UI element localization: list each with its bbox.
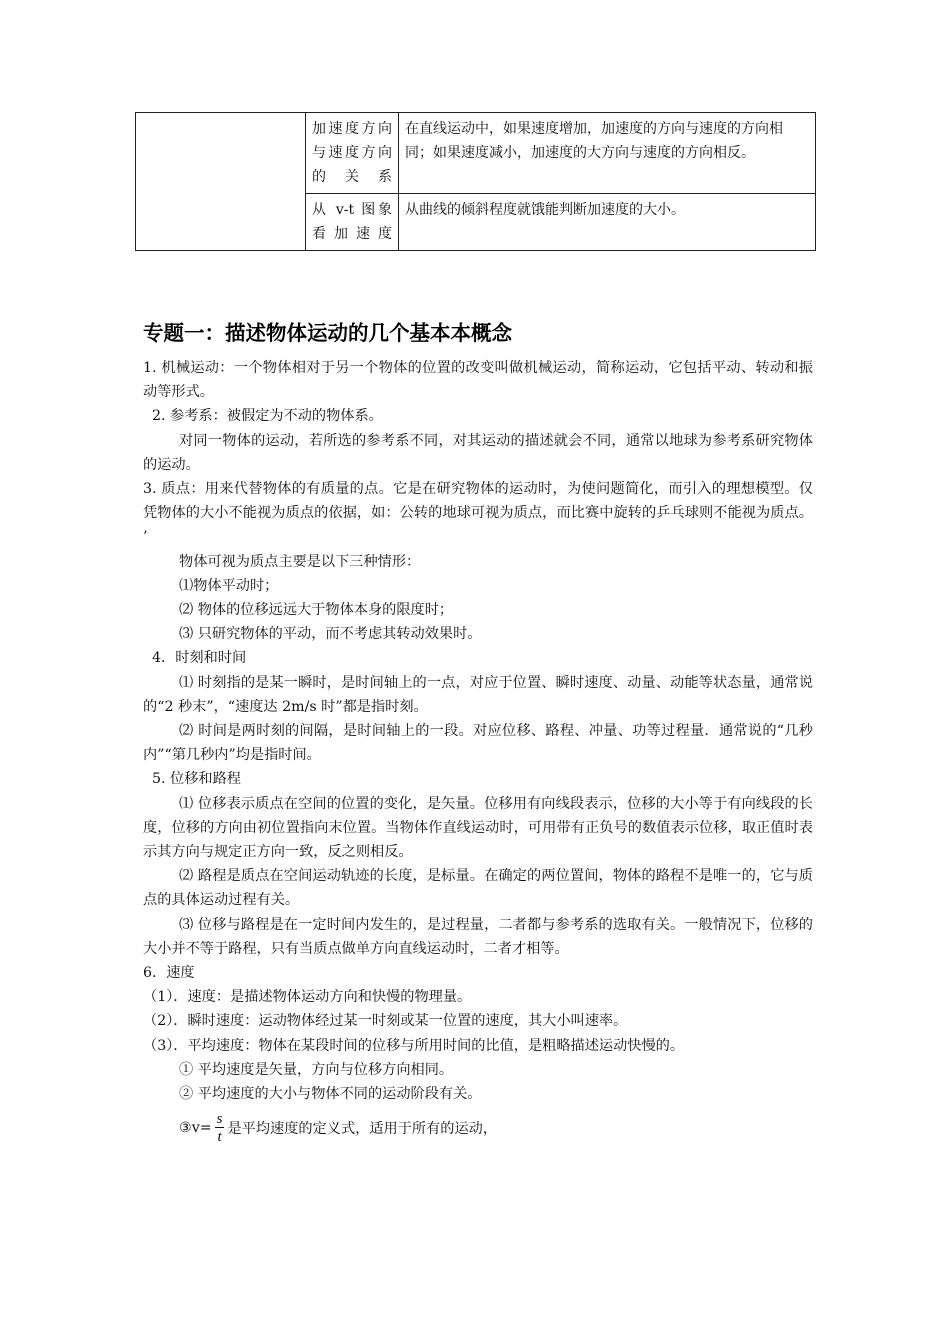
table-label-cell: 加速度方向与速度方向的关系: [306, 113, 399, 194]
paragraph: 2. 参考系：被假定为不动的物体系。: [152, 408, 383, 425]
list-item: ⑴物体平动时；: [179, 577, 279, 594]
paragraph: ⑴ 位移表示质点在空间的位置的变化，是矢量。位移用有向线段表示，位移的大小等于有向线段的长度，位移的方向由初位置指向末位置。当物体作直线运动时，可用带有正负号的数值表示位移，取正值时表示其方向与规定正方向一致，反之则相反。: [143, 795, 813, 861]
list-item: （1）．速度：是描述物体运动方向和快慢的物理量。: [143, 989, 472, 1006]
table-empty-cell: [136, 113, 306, 251]
paragraph: ⑶ 位移与路程是在一定时间内发生的，是过程量，二者都与参考系的选取有关。一般情况下，位移的大小并不等于路程，只有当质点做单方向直线运动时，二者才相等。: [143, 916, 813, 957]
fraction-numerator: s: [216, 1110, 223, 1127]
formula-prefix: ③v=: [179, 1120, 212, 1137]
list-item: ⑶ 只研究物体的平动，而不考虑其转动效果时。: [179, 626, 482, 643]
table-desc-cell: 在直线运动中，如果速度增加，加速度的方向与速度的方向相同；如果速度减小，加速度的大方向与速度的方向相反。: [399, 113, 816, 194]
paragraph: 对同一物体的运动，若所选的参考系不同，对其运动的描述就会不同，通常以地球为参考系研究物体的运动。: [143, 432, 813, 473]
document-body: [143, 316, 813, 1152]
section-title: 专题一：描述物体运动的几个基本本概念: [143, 321, 512, 345]
list-item: ⑵ 物体的位移远远大于物体本身的限度时；: [179, 602, 454, 619]
velocity-formula: [143, 1104, 813, 1152]
paragraph: ⑴ 时刻指的是某一瞬时，是时间轴上的一点，对应于位置、瞬时速度、动量、动能等状态量，通常说的“2 秒末”，“速度达 2m/s 时”都是指时刻。: [143, 674, 813, 715]
table-label-cell: 从 v-t 图象看加速度: [306, 194, 399, 251]
table-row: [136, 113, 816, 194]
heading-item: 6．速度: [143, 965, 195, 982]
list-item: （3）．平均速度：物体在某段时间的位移与所用时间的比值，是粗略描述运动快慢的。: [143, 1037, 685, 1054]
heading-item: 5. 位移和路程: [152, 771, 241, 788]
table-desc-cell: 从曲线的倾斜程度就饿能判断加速度的大小。: [399, 194, 816, 251]
paragraph: 1. 机械运动：一个物体相对于另一个物体的位置的改变叫做机械运动，简称运动，它包括平动、转动和振动等形式。: [143, 360, 813, 401]
heading-item: 4．时刻和时间: [152, 650, 247, 667]
paragraph: ⑵ 时间是两时刻的间隔，是时间轴上的一段。对应位移、路程、冲量、功等过程量．通常说的“几秒内”“第几秒内”均是指时间。: [143, 723, 813, 764]
list-item: （2）．瞬时速度：运动物体经过某一时刻或某一位置的速度，其大小叫速率。: [143, 1013, 628, 1030]
fraction: [215, 1111, 225, 1146]
paragraph: 3. 质点：用来代替物体的有质量的点。它是在研究物体的运动时，为使问题简化，而引入的理想模型。仅凭物体的大小不能视为质点的依据，如：公转的地球可视为质点，而比赛中旋转的乒乓球则不能视为质点。 ’: [143, 481, 813, 546]
fraction-denominator: t: [217, 1128, 222, 1145]
list-item: ① 平均速度是矢量，方向与位移方向相同。: [179, 1061, 454, 1078]
paragraph: ⑵ 路程是质点在空间运动轨迹的长度，是标量。在确定的两位置间，物体的路程不是唯一的，它与质点的具体运动过程有关。: [143, 868, 813, 909]
formula-suffix: 是平均速度的定义式，适用于所有的运动，: [227, 1121, 498, 1138]
list-item: ② 平均速度的大小与物体不同的运动阶段有关。: [179, 1086, 482, 1103]
paragraph: 物体可视为质点主要是以下三种情形：: [179, 553, 421, 570]
definition-table: [135, 112, 816, 251]
